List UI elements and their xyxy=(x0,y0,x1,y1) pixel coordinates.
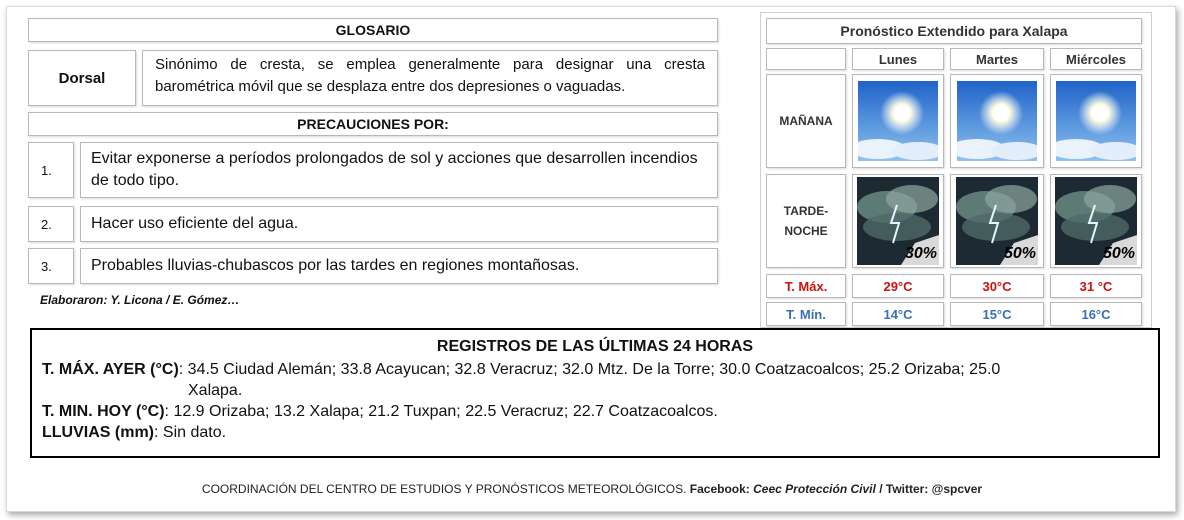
tmin-martes: 15°C xyxy=(950,302,1044,326)
rain-probability-martes: 50% xyxy=(1003,245,1036,262)
evening-cell-martes xyxy=(950,174,1044,268)
registros-rain-line xyxy=(42,422,1148,443)
precaucion-number-3: 3. xyxy=(28,248,74,284)
glosario-title: GLOSARIO xyxy=(28,18,718,42)
footer-facebook-link[interactable]: Ceec Protección Civil xyxy=(753,482,876,496)
tmax-lunes: 29°C xyxy=(852,274,944,298)
evening-label-line1: TARDE- xyxy=(783,204,829,218)
registros-tmin-values: : 12.9 Orizaba; 13.2 Xalapa; 21.2 Tuxpan; 22.5 Veracruz; 22.7 Coatzacoalcos. xyxy=(164,403,718,420)
sunny-icon xyxy=(1056,81,1136,161)
registros-tmin-label: T. MIN. HOY (°C) xyxy=(42,403,165,420)
registros-rain-values: : Sin dato. xyxy=(154,424,227,441)
morning-cell-martes xyxy=(950,74,1044,168)
tmax-label: T. Máx. xyxy=(766,274,846,298)
registros-title: REGISTROS DE LAS ÚLTIMAS 24 HORAS xyxy=(436,338,754,355)
registros-box xyxy=(30,328,1160,458)
rain-probability-miercoles: 50% xyxy=(1102,245,1135,262)
evening-cell-lunes xyxy=(852,174,944,268)
footer-twitter-link[interactable]: @spcver xyxy=(931,482,983,496)
tmin-lunes: 14°C xyxy=(852,302,944,326)
footer-facebook-label: Facebook: xyxy=(689,482,750,496)
day-header-miercoles: Miércoles xyxy=(1050,48,1142,70)
registros-rain-label: LLUVIAS (mm) xyxy=(42,424,154,441)
evening-label xyxy=(766,174,846,268)
evening-label-line2: NOCHE xyxy=(784,224,828,238)
sunny-icon xyxy=(858,81,938,161)
glosario-term: Dorsal xyxy=(28,50,136,106)
glosario-definition: Sinónimo de cresta, se emplea generalmente para designar una cresta barométrica móvil que se desplaza entre dos depresiones o vaguadas. xyxy=(142,50,718,106)
sunny-icon xyxy=(957,81,1037,161)
registros-tmin-line xyxy=(42,401,1148,422)
precaucion-text-2: Hacer uso eficiente del agua. xyxy=(80,206,718,242)
precaucion-text-1: Evitar exponerse a períodos prolongados de sol y acciones que desarrollen incendios de todo tipo. xyxy=(80,142,718,198)
precaucion-number-1: 1. xyxy=(28,142,74,198)
forecast-title: Pronóstico Extendido para Xalapa xyxy=(766,18,1142,44)
precaucion-number-2: 2. xyxy=(28,206,74,242)
registros-tmax-line xyxy=(42,359,1148,380)
footer-separator: / xyxy=(879,482,883,496)
forecast-corner xyxy=(766,48,846,70)
precauciones-title: PRECAUCIONES POR: xyxy=(28,112,718,136)
rain-probability-lunes: 30% xyxy=(904,245,937,262)
footer-twitter-label: Twitter: xyxy=(885,482,929,496)
registros-tmax-values-cont: Xalapa. xyxy=(188,382,243,399)
day-header-martes: Martes xyxy=(950,48,1044,70)
day-header-lunes: Lunes xyxy=(852,48,944,70)
morning-label: MAÑANA xyxy=(766,74,846,168)
credits: Elaboraron: Y. Licona / E. Gómez… xyxy=(40,293,240,307)
evening-cell-miercoles xyxy=(1050,174,1142,268)
tmin-label: T. Mín. xyxy=(766,302,846,326)
registros-tmax-values: : 34.5 Ciudad Alemán; 33.8 Acayucan; 32.8 Veracruz; 32.0 Mtz. De la Torre; 30.0 Coatzacoalcos; 25.2 Orizaba; 25.0 xyxy=(178,361,1001,378)
morning-cell-lunes xyxy=(852,74,944,168)
tmax-miercoles: 31 °C xyxy=(1050,274,1142,298)
registros-tmax-label: T. MÁX. AYER (°C) xyxy=(42,361,179,378)
precaucion-text-3: Probables lluvias-chubascos por las tardes en regiones montañosas. xyxy=(80,248,718,284)
footer-text: COORDINACIÓN DEL CENTRO DE ESTUDIOS Y PRONÓSTICOS METEOROLÓGICOS. xyxy=(201,482,687,496)
tmax-martes: 30°C xyxy=(950,274,1044,298)
morning-cell-miercoles xyxy=(1050,74,1142,168)
tmin-miercoles: 16°C xyxy=(1050,302,1142,326)
footer xyxy=(0,482,1184,496)
